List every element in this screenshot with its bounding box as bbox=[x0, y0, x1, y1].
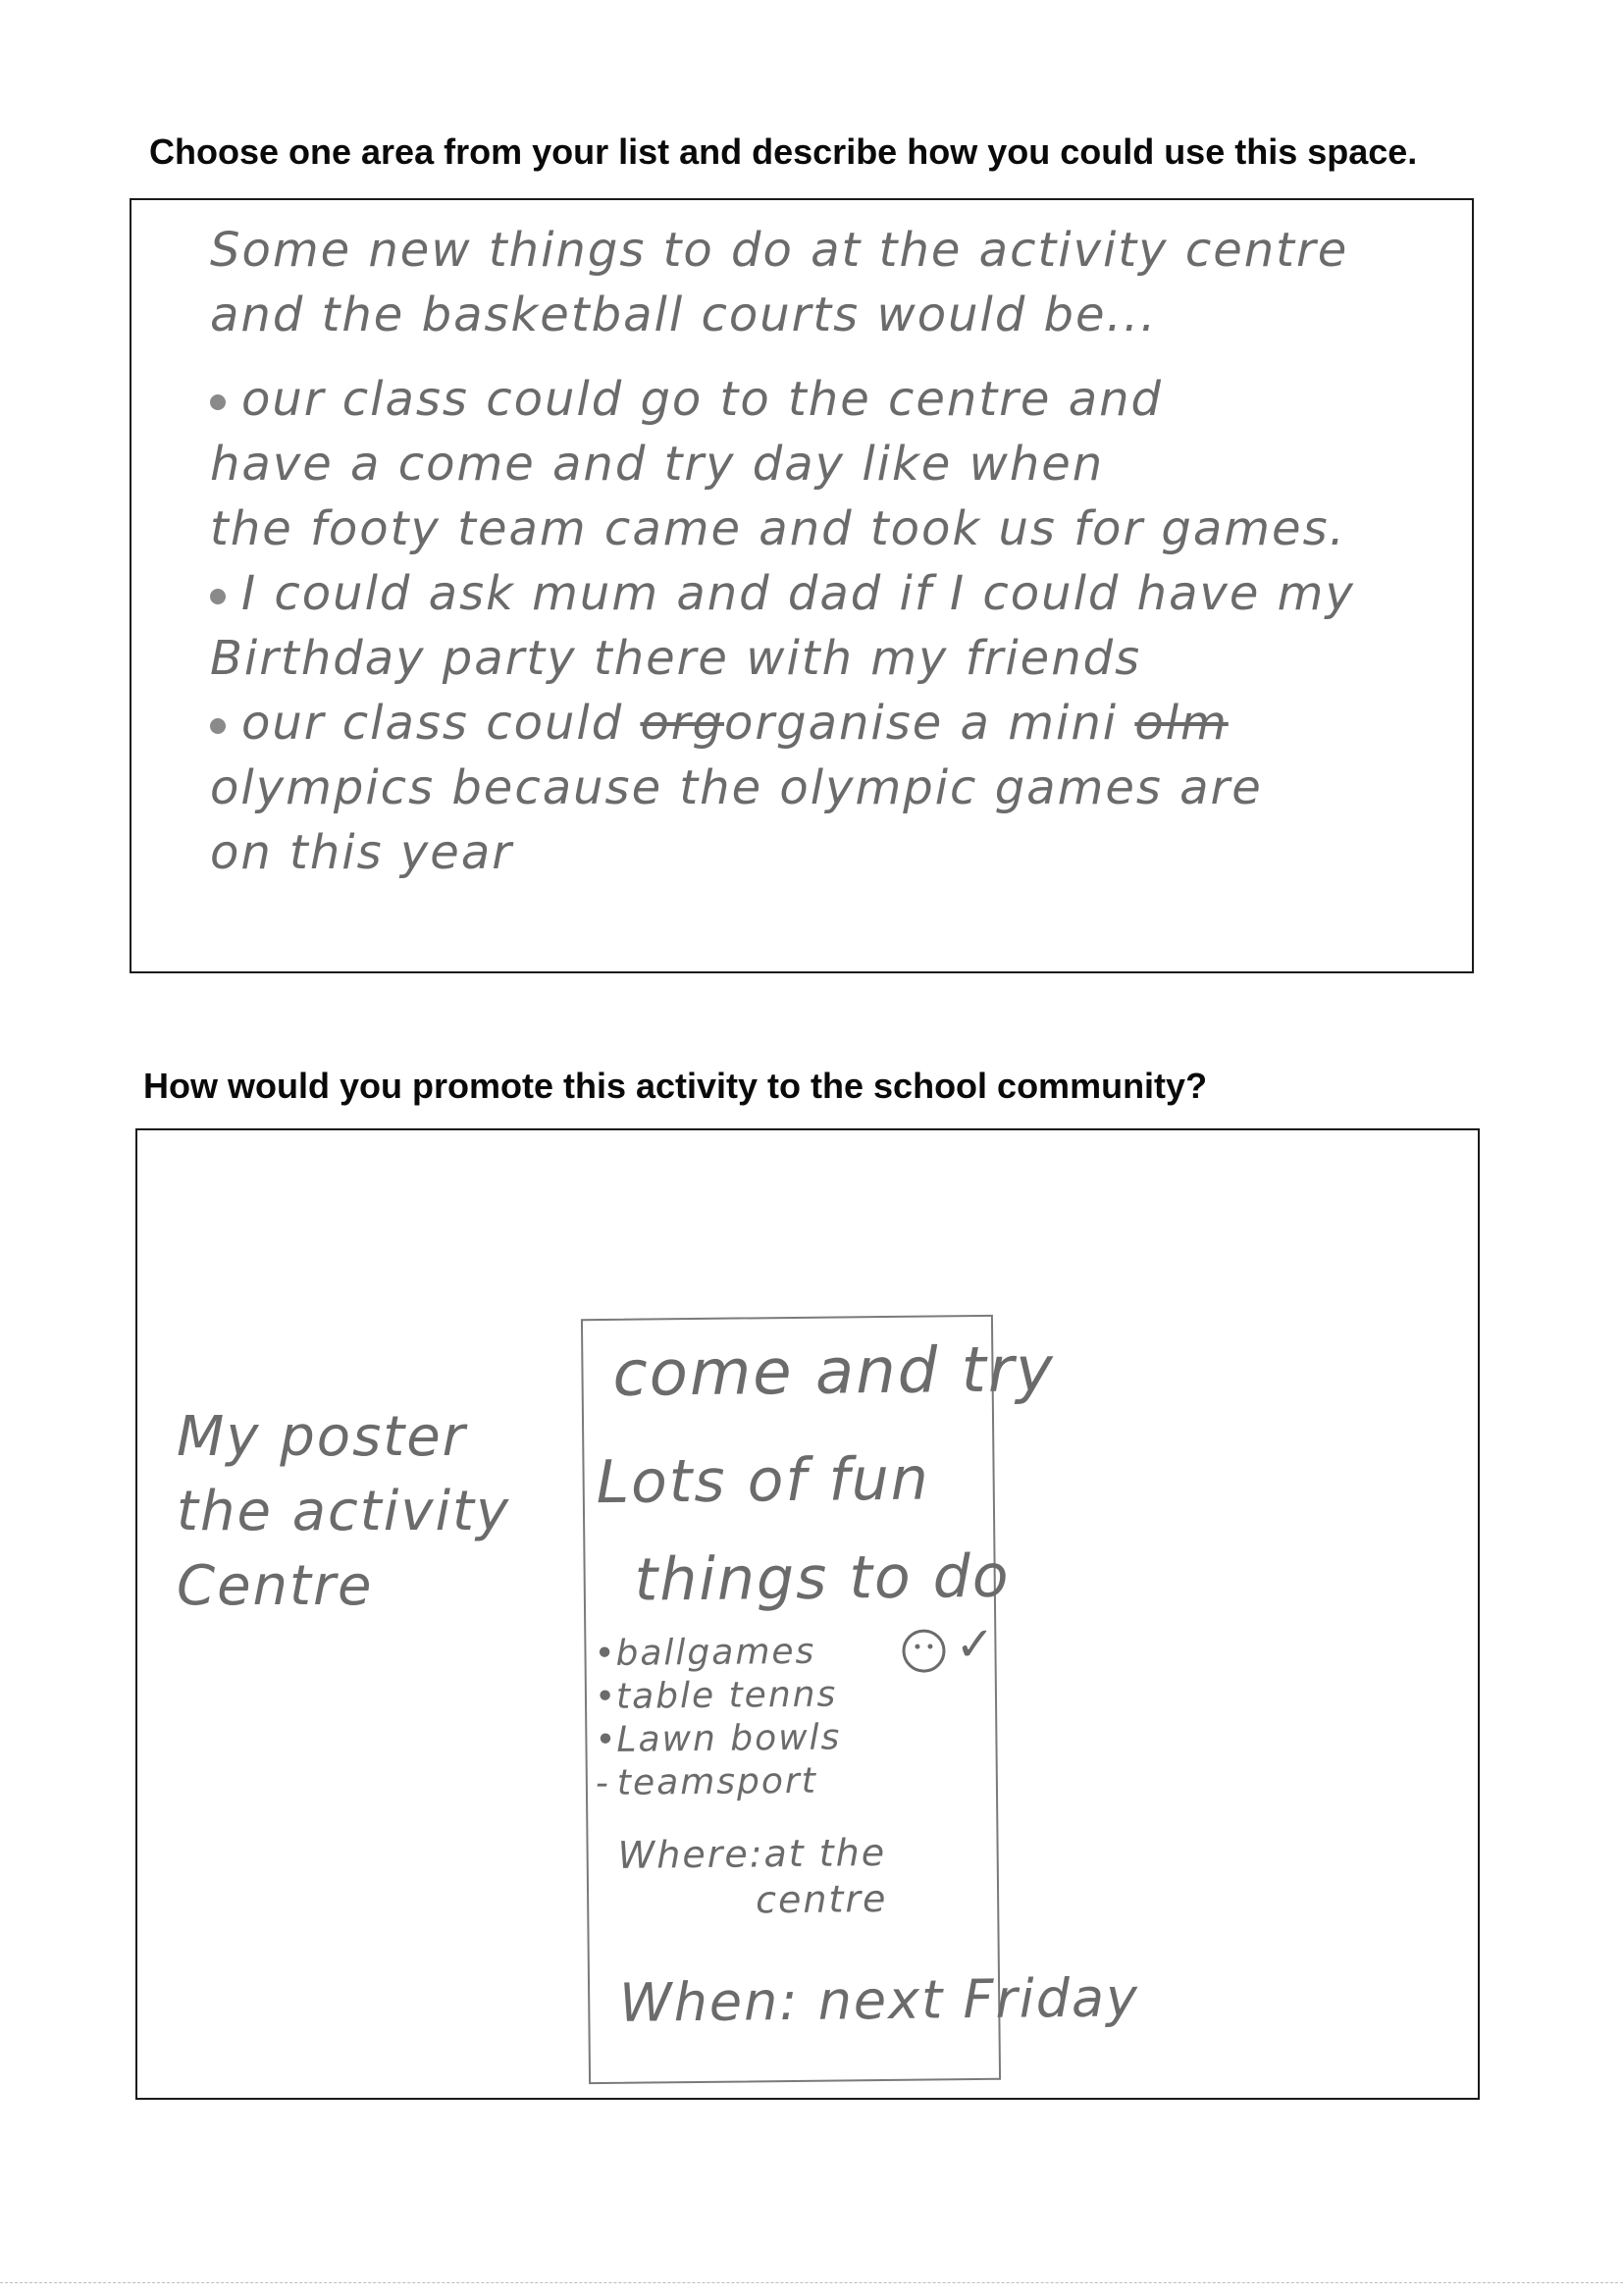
tick-mark-icon: ✓ bbox=[955, 1616, 995, 1673]
answer-box-2 bbox=[135, 1128, 1480, 2100]
answer-1-text bbox=[210, 218, 1466, 885]
poster-title: come and try bbox=[612, 1333, 1056, 1411]
answer-1-line: olympics because the olympic games are bbox=[210, 760, 1263, 815]
smiley-face-icon bbox=[902, 1629, 945, 1672]
poster-line: things to do bbox=[634, 1541, 1011, 1615]
poster-list-item: • ballgames bbox=[594, 1630, 840, 1676]
poster-where-value: centre bbox=[755, 1876, 888, 1922]
poster-caption-line: the activity bbox=[177, 1480, 511, 1543]
answer-1-line: the footy team came and took us for games. bbox=[210, 501, 1346, 556]
answer-1-line: on this year bbox=[210, 825, 513, 880]
answer-box-1 bbox=[130, 198, 1474, 973]
answer-1-line: have a come and try day like when bbox=[210, 437, 1105, 492]
answer-1-bullet: I could ask mum and dad if I could have my bbox=[210, 561, 1466, 626]
answer-1-line: and the basketball courts would be... bbox=[210, 287, 1158, 342]
poster-when: When: next Friday bbox=[618, 1966, 1140, 2034]
question-1: Choose one area from your list and describe how you could use this space. bbox=[149, 131, 1418, 172]
poster-caption-line: My poster bbox=[177, 1405, 467, 1469]
answer-1-line: Birthday party there with my friends bbox=[210, 631, 1142, 686]
poster-where bbox=[617, 1828, 886, 1880]
crossed-out-text: olm bbox=[1134, 696, 1229, 751]
poster-caption bbox=[177, 1400, 589, 1624]
crossed-out-text: org bbox=[640, 696, 725, 751]
poster-line: Lots of fun bbox=[596, 1444, 931, 1518]
poster-list-item: • table tenns bbox=[595, 1673, 841, 1719]
answer-1-line: Some new things to do at the activity centre bbox=[210, 223, 1349, 278]
poster-list-item: • Lawn bowls bbox=[595, 1716, 841, 1762]
poster-list-item: - teamsport bbox=[596, 1759, 842, 1805]
answer-1-bullet bbox=[210, 691, 1466, 756]
poster-activity-list bbox=[594, 1630, 842, 1805]
poster-where-label: Where: bbox=[617, 1832, 764, 1877]
page-bottom-edge bbox=[0, 2282, 1623, 2283]
poster-where-value: at the bbox=[763, 1830, 887, 1876]
poster-drawing bbox=[581, 1315, 1140, 2084]
answer-1-text-fragment: our class could bbox=[241, 696, 641, 751]
question-2: How would you promote this activity to the school community? bbox=[143, 1066, 1208, 1106]
answer-1-bullet: our class could go to the centre and bbox=[210, 367, 1466, 432]
poster-caption-line: Centre bbox=[177, 1554, 374, 1618]
answer-1-text-fragment: organise a mini bbox=[724, 696, 1135, 751]
